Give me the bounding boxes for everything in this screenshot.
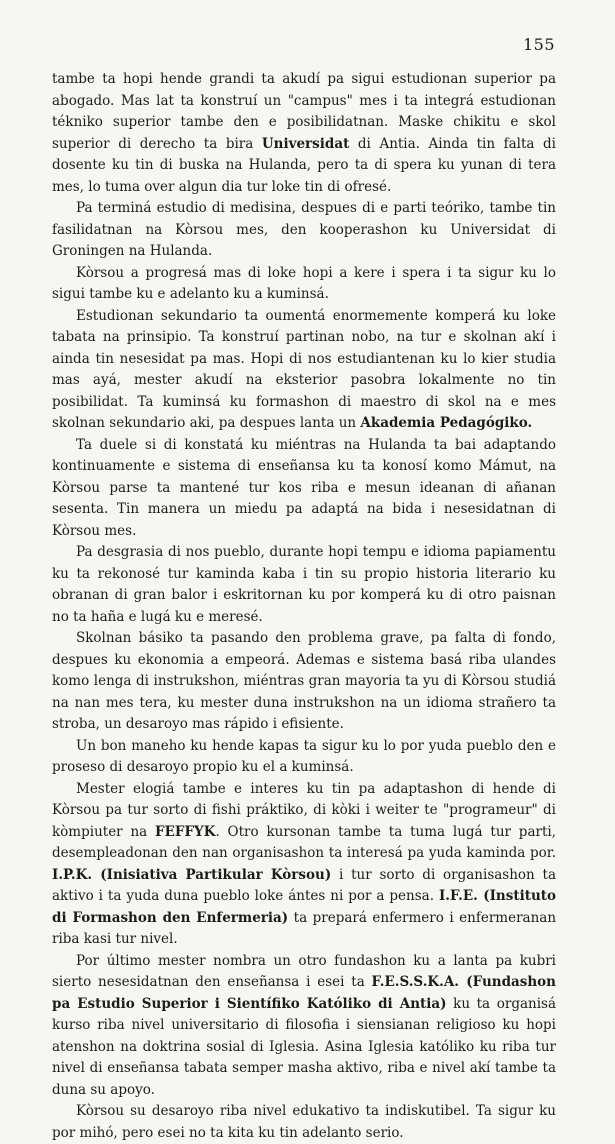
text-run: Por último mester nombra un otro fundashon ku a lanta pa kubri sierto nesesidatnan den enseñansa i esei ta xyxy=(52,952,556,990)
text-run: Ta duele si di konstatá ku miéntras na Hulanda ta bai adaptando kontinuamente e sistema di enseñansa ku ta konosí komo Mámut, na Kòrsou parse ta mantené tur kos riba e mesun ideanan di añanan sesenta. Tin manera un miedu pa adaptá na bida i nesesidatnan di Kòrsou mes. xyxy=(52,436,556,539)
paragraph xyxy=(52,628,556,736)
text-run: Un bon maneho ku hende kapas ta sigur ku lo por yuda pueblo den e proseso di desaroyo propio ku el a kuminsá. xyxy=(52,737,556,775)
paragraph xyxy=(52,69,556,198)
paragraph xyxy=(52,542,556,628)
bold-text: I.P.K. (Inisiativa Partikular Kòrsou) xyxy=(52,866,332,883)
text-run: Mester elogiá tambe e interes ku tin pa adaptashon di hende di Kòrsou pa tur sorto di fishi práktiko, di kòki i weiter te "programeur" di kòmpiuter na xyxy=(52,780,556,840)
text-run: Pa desgrasia di nos pueblo, durante hopi tempu e idioma papiamentu ku ta rekonosé tur kaminda kaba i tin su propio historia literario ku obranan di gran balor i eskritornan ku por komperá ku di otro paisnan no ta haña e lugá ku e meresé. xyxy=(52,544,556,625)
paragraph xyxy=(52,306,556,435)
bold-text: F.E.S.S.K.A. (Fundashon pa Estudio Superior i Sientífiko Katóliko di Antia) xyxy=(52,974,556,1012)
bold-text: Universidat xyxy=(261,135,350,152)
text-run: Kòrsou a progresá mas di loke hopi a kere i spera i ta sigur ku lo sigui tambe ku e adelanto ku a kuminsá. xyxy=(52,264,556,302)
text-run: Kòrsou su desaroyo riba nivel edukativo ta indiskutibel. Ta sigur ku por mihó, pero esei no ta kita ku tin adelanto serio. xyxy=(52,1103,556,1141)
text-run: Skolnan básiko ta pasando den problema grave, pa falta di fondo, despues ku ekonomia a empeorá. Ademas e sistema basá riba ulandes komo lenga di instrukshon, miéntras gran mayoria ta yu di Kòrsou studiá na nan mes tera, ku mester duna instrukshon na un idioma strañero ta stroba, un desaroyo mas rápido i efisiente. xyxy=(52,630,556,732)
text-run: ta prepará enfermero i enfermeranan riba kasi tur nivel. xyxy=(52,909,557,947)
body-text xyxy=(52,69,556,1144)
page-number: 155 xyxy=(522,35,555,54)
text-run: . Otro kursonan tambe ta tuma lugá tur parti, desempleadonan den nan organisashon ta interesá pa yuda kaminda por. xyxy=(52,823,556,861)
text-run: Estudionan sekundario ta oumentá enormemente komperá ku loke tabata na prinsipio. Ta konstruí partinan nobo, na tur e skolnan akí i ainda tin nesesidat pa mas. Hopi di nos estudiantenan ku lo kier studia mas ayá, mester akudí na eksterior pasobra lokalmente no tin posibilidat. Ta kuminsá ku formashon di maestro di skol na e mes skolnan sekundario aki, pa despues lanta un xyxy=(52,307,556,431)
text-run: tambe ta hopi hende grandi ta akudí pa sigui estudionan superior pa abogado. Mas lat ta konstruí un "campus" mes i ta integrá estudionan tékniko superior tambe den e posibilidatnan. Maske chikitu e skol superior di derecho ta bira xyxy=(52,71,556,152)
bold-text: I.F.E. (Instituto di Formashon den Enfermeria) xyxy=(52,888,556,926)
text-run: di Antia. Ainda tin falta di dosente ku tin di buska na Hulanda, pero ta di spera ku yunan di tera mes, lo tuma over algun dia tur loke tin di ofresé. xyxy=(52,135,556,195)
paragraph xyxy=(52,435,556,543)
text-run: ku ta organisá kurso riba nivel universitario di filosofia i siensianan religioso ku hopi atenshon na doktrina sosial di Iglesia. Asina Iglesia katóliko ku riba tur nivel di enseñansa tabata semper masha aktivo, riba e nivel akí tambe ta duna su apoyo. xyxy=(52,995,556,1098)
paragraph xyxy=(52,736,556,779)
paragraph xyxy=(52,263,556,306)
paragraph xyxy=(52,198,556,263)
paragraph xyxy=(52,951,556,1102)
bold-text: Akademia Pedagógiko. xyxy=(360,415,533,431)
text-run: Pa terminá estudio di medisina, despues di e parti teóriko, tambe tin fasilidatnan na Kòrsou mes, den kooperashon ku Universidat di Groningen na Hulanda. xyxy=(52,200,556,259)
bold-text: FEFFYK xyxy=(155,823,216,840)
paragraph xyxy=(52,779,556,951)
text-run: i tur sorto di organisashon ta aktivo i ta yuda duna pueblo loke ántes ni por a pensa. xyxy=(52,866,556,904)
paragraph xyxy=(52,1101,556,1144)
